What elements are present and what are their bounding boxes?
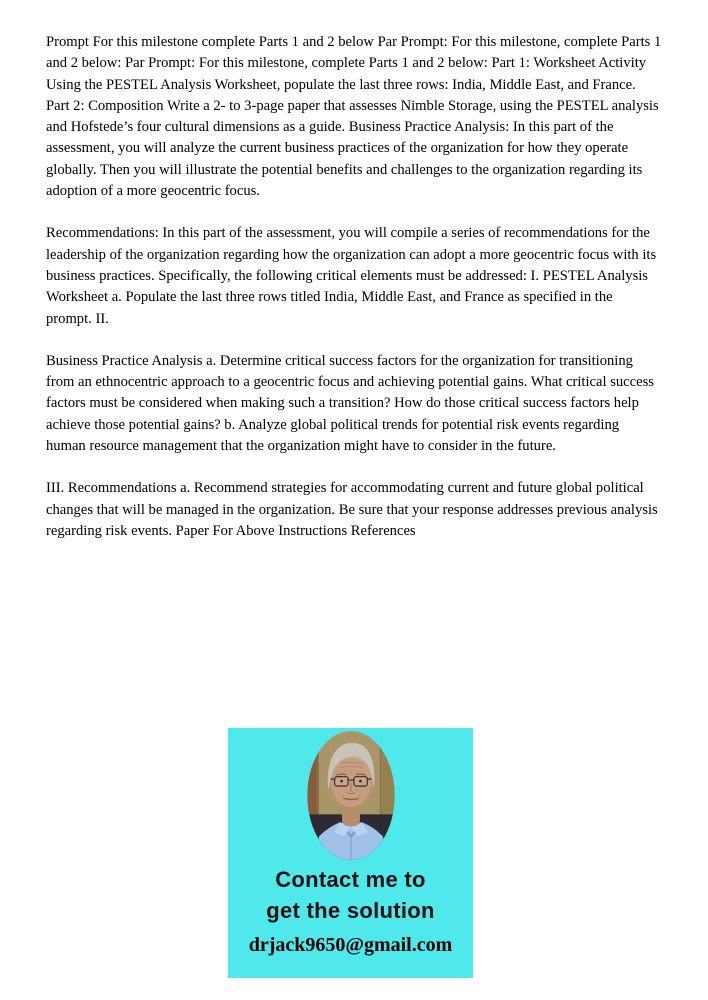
document-body <box>46 32 662 563</box>
paragraph-business-practice-analysis: Business Practice Analysis a. Determine critical success factors for the organization for transitioning from an ethnocentric approach to a geocentric focus and achieving potential gains. What critical success factors must be considered when making such a transition? How do those critical success factors help achieve those potential gains? b. Analyze global political trends for potential risk events regarding human resource management that the organization might have to consider in the future. <box>46 352 654 455</box>
portrait-photo-illustration <box>307 731 395 860</box>
contact-heading-line2: get the solution <box>266 898 435 923</box>
paragraph-prompt: Prompt For this milestone complete Parts 1 and 2 below Par Prompt: For this milestone, complete Parts 1 and 2 below: Par Prompt: For this milestone, complete Parts 1 and 2 below: Part 1: Worksheet Activity Using the PESTEL Analysis Worksheet, populate the last three rows: India, Middle East, and France. Part 2: Composition Write a 2- to 3-page paper that assesses Nimble Storage, using the PESTEL analysis and Hofstede’s four cultural dimensions as a guide. Business Practice Analysis: In this part of the assessment, you will analyze the current business practices of the organization for how they operate globally. Then you will illustrate the potential benefits and challenges to the organization regarding its adoption of a more geocentric focus. <box>46 34 662 200</box>
paragraph-recommendations-intro: Recommendations: In this part of the assessment, you will compile a series of recommendations for the leadership of the organization regarding how the organization can adopt a more geocentric focus with its business practices. Specifically, the following critical elements must be addressed: I. PESTEL Analysis Worksheet a. Populate the last three rows titled India, Middle East, and France as specified in the prompt. II. <box>46 225 657 327</box>
paragraph-recommendations-final: III. Recommendations a. Recommend strategies for accommodating current and future global political changes that will be managed in the organization. Be sure that your response addresses previous analysis regarding risk events. Paper For Above Instructions References <box>46 480 658 539</box>
contact-email: drjack9650@gmail.com <box>248 934 453 956</box>
contact-heading-line1: Contact me to <box>275 867 426 892</box>
contact-card <box>228 728 473 978</box>
portrait-photo <box>307 731 395 860</box>
